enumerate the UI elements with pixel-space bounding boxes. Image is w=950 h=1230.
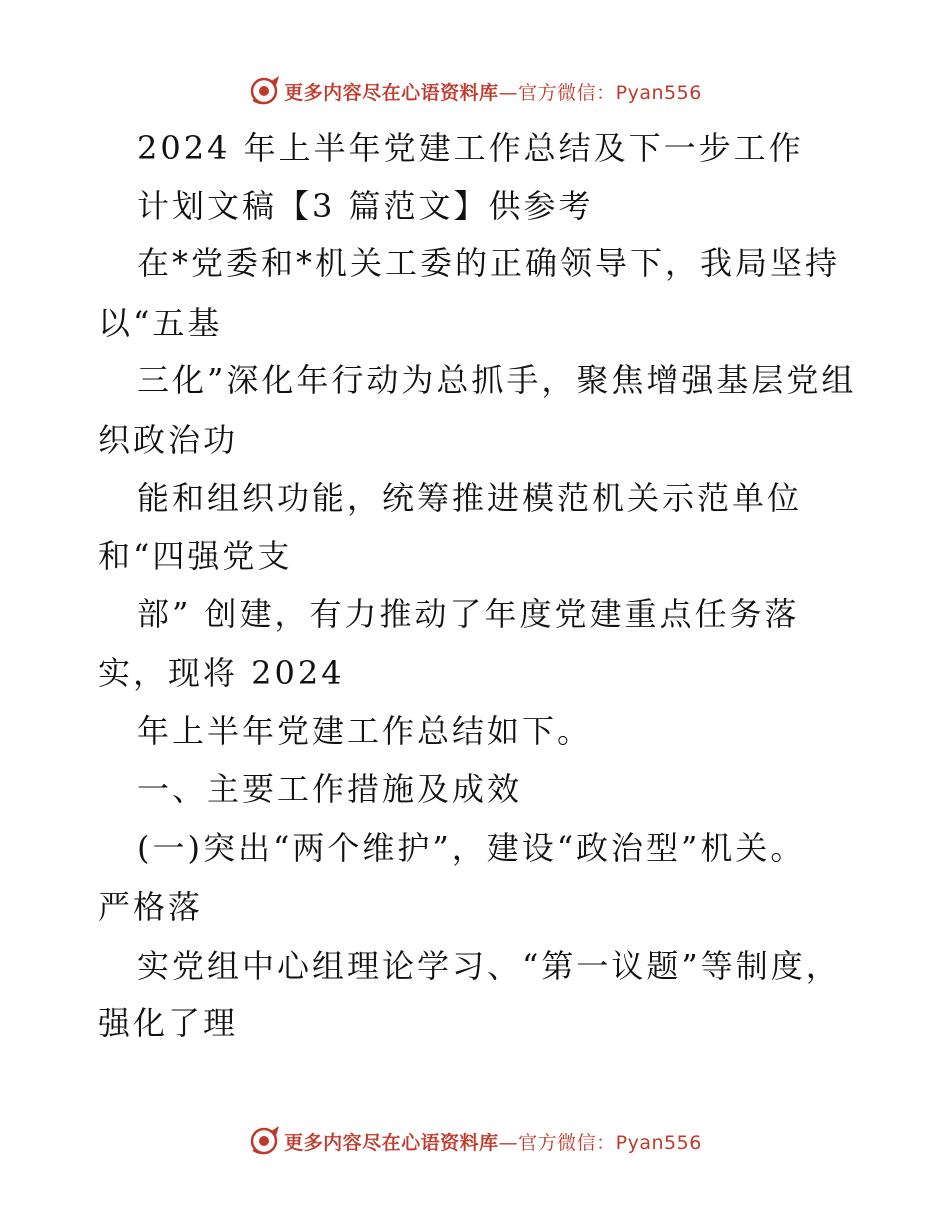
header-banner bbox=[0, 71, 950, 111]
title-line-1: 2024 年上半年党建工作总结及下一步工作 bbox=[137, 129, 804, 167]
paragraph-line: 实，现将 2024 bbox=[98, 654, 345, 692]
paragraph-line: 强化了理 bbox=[98, 1004, 239, 1042]
banner-slogan: 更多内容尽在心语资料库 bbox=[284, 1131, 499, 1154]
pen-logo-icon bbox=[248, 1124, 282, 1158]
paragraph-line: 严格落 bbox=[98, 888, 204, 926]
paragraph-line: 在*党委和*机关工委的正确领导下，我局坚持 bbox=[137, 244, 841, 282]
banner-separator: — bbox=[498, 1131, 519, 1154]
banner-separator: — bbox=[498, 81, 519, 104]
banner-slogan: 更多内容尽在心语资料库 bbox=[284, 81, 499, 104]
paragraph-line: 部” 创建，有力推动了年度党建重点任务落 bbox=[137, 595, 800, 633]
title-line-2: 计划文稿【3 篇范文】供参考 bbox=[137, 187, 594, 225]
pen-logo-icon bbox=[248, 74, 282, 108]
paragraph-line: 年上半年党建工作总结如下。 bbox=[137, 712, 593, 750]
paragraph-line: 三化”深化年行动为总抓手，聚焦增强基层党组 bbox=[137, 361, 857, 399]
section-heading: 一、主要工作措施及成效 bbox=[137, 770, 523, 808]
banner-text bbox=[284, 78, 702, 105]
paragraph-line: 和“四强党支 bbox=[98, 537, 293, 575]
paragraph-line: 实党组中心组理论学习、“第一议题”等制度， bbox=[137, 947, 841, 985]
paragraph-line: 织政治功 bbox=[98, 421, 239, 459]
paragraph-line: 以“五基 bbox=[98, 304, 223, 342]
paragraph-line: 能和组织功能，统筹推进模范机关示范单位 bbox=[137, 479, 803, 517]
banner-contact: 官方微信：Pyan556 bbox=[518, 81, 702, 104]
banner-contact: 官方微信：Pyan556 bbox=[518, 1131, 702, 1154]
subsection-heading: (一)突出“两个维护”，建设“政治型”机关。 bbox=[137, 829, 806, 867]
banner-text bbox=[284, 1128, 702, 1155]
footer-banner bbox=[0, 1121, 950, 1161]
